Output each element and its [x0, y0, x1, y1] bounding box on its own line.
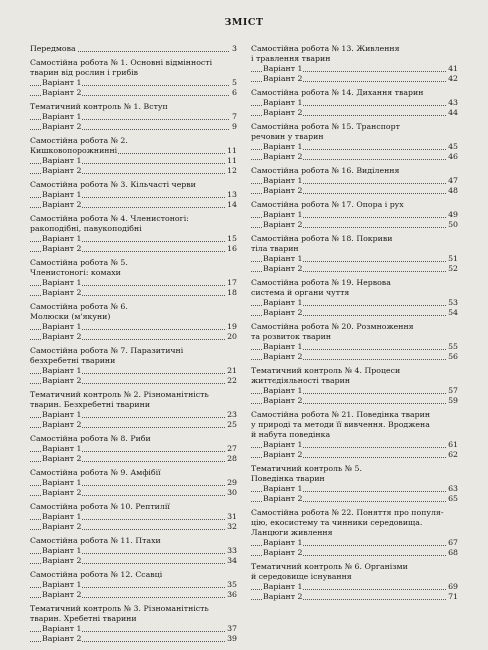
variant-label: Варіант 2: [42, 590, 82, 599]
toc-variant-line: [30, 556, 237, 566]
toc-variant-line: [251, 342, 458, 352]
toc-heading-text: речовин у тварин: [251, 132, 324, 141]
page-number: 34: [227, 556, 237, 565]
toc-variant-line: [251, 64, 458, 74]
variant-label: Варіант 1: [263, 582, 303, 591]
toc-heading-text: Тематичний контроль № 3. Різноманітність: [30, 604, 209, 613]
toc-section: [251, 322, 458, 362]
toc-heading-text: Самостійна робота № 7. Паразитичні: [30, 346, 184, 355]
page-number: 33: [227, 546, 237, 555]
toc-heading-text: Молюски (м'якуни): [30, 312, 111, 321]
toc-section: [251, 234, 458, 274]
page-number: 52: [448, 264, 458, 273]
page-number: 46: [448, 152, 458, 161]
page-number: 15: [227, 234, 237, 243]
variant-label: Варіант 2: [263, 74, 303, 83]
toc-section: [30, 180, 237, 210]
page-number: 67: [448, 538, 458, 547]
page-number: 61: [448, 440, 458, 449]
toc-section: [30, 468, 237, 498]
toc-heading-text: Ланцюги живлення: [251, 528, 333, 537]
toc-variant-line: [251, 220, 458, 230]
variant-label: Варіант 1: [263, 210, 303, 219]
variant-label: Варіант 2: [42, 454, 82, 463]
toc-section: [30, 44, 237, 54]
toc-heading-text: та розвиток тварин: [251, 332, 332, 341]
toc-section: [251, 508, 458, 558]
toc-heading-text: Тематичний контроль № 2. Різноманітність: [30, 390, 209, 399]
toc-section: [251, 200, 458, 230]
page-number: 63: [448, 484, 458, 493]
toc-heading-text: і травлення тварин: [251, 54, 331, 63]
toc-heading-text: безхребетні тварини: [30, 356, 116, 365]
toc-section: [251, 410, 458, 460]
toc-variant-line: [30, 88, 237, 98]
toc-section: [30, 258, 237, 298]
toc-heading-text: життєдіяльності тварин: [251, 376, 351, 385]
variant-label: Варіант 2: [42, 332, 82, 341]
toc-variant-line: [251, 582, 458, 592]
toc-heading-text: Самостійна робота № 16. Виділення: [251, 166, 400, 175]
toc-section: [30, 570, 237, 600]
page-number: 12: [227, 166, 237, 175]
toc-section: [30, 346, 237, 386]
toc-variant-line: [30, 278, 237, 288]
variant-label: Варіант 1: [42, 580, 82, 589]
toc-heading-text: система й органи чуття: [251, 288, 350, 297]
variant-label: Варіант 2: [263, 152, 303, 161]
toc-variant-line: [251, 494, 458, 504]
variant-label: Варіант 2: [42, 166, 82, 175]
page-number: 39: [227, 634, 237, 643]
page-number: 48: [448, 186, 458, 195]
toc-section: [30, 536, 237, 566]
toc-heading-text: й набута поведінка: [251, 430, 331, 439]
toc-heading-text: Самостійна робота № 10. Рептилії: [30, 502, 170, 511]
variant-label: Варіант 2: [42, 288, 82, 297]
toc-variant-line: [30, 420, 237, 430]
toc-heading-text: у природі та методи її вивчення. Вроджена: [251, 420, 430, 429]
toc-variant-line: [30, 546, 237, 556]
variant-label: Варіант 1: [42, 322, 82, 331]
variant-label: Варіант 2: [42, 122, 82, 131]
toc-variant-line: [30, 522, 237, 532]
page-number: 37: [227, 624, 237, 633]
toc-heading-text: Самостійна робота № 12. Ссавці: [30, 570, 163, 579]
variant-label: Варіант 1: [263, 98, 303, 107]
toc-variant-line: [251, 298, 458, 308]
variant-label: Варіант 1: [263, 254, 303, 263]
toc-variant-line: [251, 254, 458, 264]
toc-variant-line: [30, 190, 237, 200]
toc-variant-line: [30, 488, 237, 498]
page-number: 53: [448, 298, 458, 307]
toc-heading-text: Самостійна робота № 11. Птахи: [30, 536, 161, 545]
page-number: 32: [227, 522, 237, 531]
toc-variant-line: [251, 538, 458, 548]
toc-heading-line: [30, 44, 237, 54]
toc-heading-text: Самостійна робота № 5.: [30, 258, 128, 267]
toc-variant-line: [30, 200, 237, 210]
toc-heading-text: Самостійна робота № 2.: [30, 136, 128, 145]
toc-section: [30, 604, 237, 644]
variant-label: Варіант 1: [263, 342, 303, 351]
toc-heading-text: Тематичний контроль № 4. Процеси: [251, 366, 401, 375]
variant-label: Варіант 1: [263, 64, 303, 73]
toc-left-column: [30, 44, 237, 648]
toc-variant-line: [251, 484, 458, 494]
variant-label: Варіант 1: [42, 190, 82, 199]
toc-heading-text: Самостійна робота № 9. Амфібії: [30, 468, 161, 477]
toc-variant-line: [30, 444, 237, 454]
toc-variant-line: [30, 624, 237, 634]
toc-heading-text: Кишковопорожнинні: [30, 146, 118, 155]
toc-variant-line: [251, 450, 458, 460]
variant-label: Варіант 1: [263, 298, 303, 307]
page-number: 5: [232, 78, 237, 87]
toc-heading-text: тварин від рослин і грибів: [30, 68, 139, 77]
variant-label: Варіант 1: [42, 78, 82, 87]
page-number: 13: [227, 190, 237, 199]
toc-section: [30, 136, 237, 176]
toc-heading-text: Самостійна робота № 6.: [30, 302, 128, 311]
page-number: 65: [448, 494, 458, 503]
variant-label: Варіант 2: [42, 522, 82, 531]
toc-variant-line: [251, 264, 458, 274]
page-number: 18: [227, 288, 237, 297]
toc-section: [251, 44, 458, 84]
variant-label: Варіант 2: [263, 186, 303, 195]
toc-variant-line: [251, 352, 458, 362]
toc-heading-text: Самостійна робота № 4. Членистоногі:: [30, 214, 189, 223]
page-number: 42: [448, 74, 458, 83]
page-number: 59: [448, 396, 458, 405]
toc-heading-text: Самостійна робота № 3. Кільчасті черви: [30, 180, 196, 189]
page-number: 19: [227, 322, 237, 331]
toc-variant-line: [30, 512, 237, 522]
toc-section: [30, 434, 237, 464]
page-number: 14: [227, 200, 237, 209]
variant-label: Варіант 1: [263, 176, 303, 185]
page-number: 68: [448, 548, 458, 557]
toc-variant-line: [30, 166, 237, 176]
page-number: 11: [227, 146, 237, 155]
page-number: 55: [448, 342, 458, 351]
toc-section: [251, 464, 458, 504]
page-number: 71: [448, 592, 458, 601]
page-number: 43: [448, 98, 458, 107]
page-number: 36: [227, 590, 237, 599]
toc-heading-text: Самостійна робота № 14. Дихання тварин: [251, 88, 424, 97]
toc-heading-text: Членистоногі: комахи: [30, 268, 121, 277]
page-number: 47: [448, 176, 458, 185]
toc-variant-line: [251, 108, 458, 118]
toc-heading-text: Тематичний контроль № 6. Організми: [251, 562, 408, 571]
variant-label: Варіант 1: [263, 142, 303, 151]
toc-heading-text: Самостійна робота № 22. Поняття про популя-: [251, 508, 444, 517]
variant-label: Варіант 1: [42, 512, 82, 521]
toc-variant-line: [30, 580, 237, 590]
variant-label: Варіант 1: [42, 624, 82, 633]
toc-heading-text: тіла тварин: [251, 244, 299, 253]
variant-label: Варіант 1: [263, 440, 303, 449]
page-number: 31: [227, 512, 237, 521]
page-number: 20: [227, 332, 237, 341]
toc-variant-line: [251, 592, 458, 602]
toc-variant-line: [30, 634, 237, 644]
variant-label: Варіант 1: [42, 366, 82, 375]
toc-variant-line: [30, 478, 237, 488]
toc-section: [30, 102, 237, 132]
page-number: 7: [232, 112, 237, 121]
toc-variant-line: [251, 210, 458, 220]
page-number: 56: [448, 352, 458, 361]
toc-heading-text: Самостійна робота № 21. Поведінка тварин: [251, 410, 431, 419]
variant-label: Варіант 2: [42, 634, 82, 643]
toc-variant-line: [30, 78, 237, 88]
variant-label: Варіант 2: [263, 396, 303, 405]
toc-variant-line: [30, 156, 237, 166]
page-number: 16: [227, 244, 237, 253]
toc-variant-line: [30, 332, 237, 342]
variant-label: Варіант 2: [263, 220, 303, 229]
toc-variant-line: [251, 152, 458, 162]
toc-heading-text: Самостійна робота № 13. Живлення: [251, 44, 400, 53]
variant-label: Варіант 2: [42, 376, 82, 385]
variant-label: Варіант 1: [42, 410, 82, 419]
variant-label: Варіант 1: [42, 112, 82, 121]
toc-heading-text: Самостійна робота № 8. Риби: [30, 434, 151, 443]
page-number: 21: [227, 366, 237, 375]
variant-label: Варіант 2: [263, 352, 303, 361]
toc-variant-line: [251, 396, 458, 406]
variant-label: Варіант 1: [263, 386, 303, 395]
page-number: 9: [232, 122, 237, 131]
toc-variant-line: [30, 122, 237, 132]
toc-variant-line: [251, 186, 458, 196]
toc-variant-line: [251, 440, 458, 450]
toc-heading-text: Самостійна робота № 17. Опора і рух: [251, 200, 404, 209]
toc-heading-text: Передмова: [30, 44, 76, 53]
toc-variant-line: [30, 112, 237, 122]
toc-heading-text: Самостійна робота № 18. Покриви: [251, 234, 393, 243]
variant-label: Варіант 2: [42, 420, 82, 429]
toc-heading-text: Самостійна робота № 15. Транспорт: [251, 122, 400, 131]
page-number: 51: [448, 254, 458, 263]
variant-label: Варіант 2: [263, 494, 303, 503]
toc-variant-line: [251, 98, 458, 108]
page-number: 6: [232, 88, 237, 97]
toc-heading-text: тварин. Хребетні тварини: [30, 614, 137, 623]
toc-heading-text: Поведінка тварин: [251, 474, 325, 483]
toc-variant-line: [30, 410, 237, 420]
toc-variant-line: [30, 366, 237, 376]
toc-variant-line: [30, 454, 237, 464]
variant-label: Варіант 2: [263, 548, 303, 557]
page-number: 57: [448, 386, 458, 395]
toc-heading-text: Тематичний контроль № 1. Вступ: [30, 102, 168, 111]
toc-variant-line: [30, 244, 237, 254]
variant-label: Варіант 1: [42, 234, 82, 243]
toc-heading-text: Тематичний контроль № 5.: [251, 464, 362, 473]
page-number: 11: [227, 156, 237, 165]
variant-label: Варіант 1: [42, 478, 82, 487]
variant-label: Варіант 2: [42, 88, 82, 97]
toc-section: [251, 122, 458, 162]
toc-section: [251, 88, 458, 118]
variant-label: Варіант 2: [263, 592, 303, 601]
toc-section: [30, 214, 237, 254]
variant-label: Варіант 1: [42, 278, 82, 287]
toc-section: [30, 302, 237, 342]
page-number: 45: [448, 142, 458, 151]
variant-label: Варіант 1: [42, 546, 82, 555]
toc-variant-line: [251, 176, 458, 186]
toc-heading-text: тварин. Безхребетні тварини: [30, 400, 151, 409]
toc-title: ЗМІСТ: [224, 17, 264, 28]
toc-section: [30, 502, 237, 532]
page-number: 22: [227, 376, 237, 385]
toc-section: [30, 390, 237, 430]
variant-label: Варіант 2: [263, 264, 303, 273]
toc-variant-line: [30, 376, 237, 386]
toc-variant-line: [30, 322, 237, 332]
toc-variant-line: [251, 308, 458, 318]
toc-right-column: [251, 44, 458, 606]
page-number: 3: [232, 44, 237, 53]
page-number: 54: [448, 308, 458, 317]
variant-label: Варіант 2: [42, 244, 82, 253]
page-number: 35: [227, 580, 237, 589]
toc-heading-text: цію, екосистему та чинники середовища.: [251, 518, 423, 527]
toc-variant-line: [30, 234, 237, 244]
toc-section: [251, 278, 458, 318]
page-number: 49: [448, 210, 458, 219]
toc-variant-line: [30, 288, 237, 298]
variant-label: Варіант 2: [263, 450, 303, 459]
variant-label: Варіант 1: [42, 156, 82, 165]
toc-variant-line: [251, 74, 458, 84]
page-number: 30: [227, 488, 237, 497]
page-number: 29: [227, 478, 237, 487]
variant-label: Варіант 1: [42, 444, 82, 453]
toc-section: [251, 366, 458, 406]
variant-label: Варіант 2: [263, 108, 303, 117]
variant-label: Варіант 2: [42, 200, 82, 209]
toc-heading-text: Самостійна робота № 19. Нервова: [251, 278, 391, 287]
toc-section: [251, 166, 458, 196]
page-number: 62: [448, 450, 458, 459]
toc-variant-line: [251, 548, 458, 558]
toc-section: [251, 562, 458, 602]
variant-label: Варіант 2: [42, 556, 82, 565]
page-number: 27: [227, 444, 237, 453]
toc-variant-line: [251, 142, 458, 152]
variant-label: Варіант 2: [42, 488, 82, 497]
toc-variant-line: [251, 386, 458, 396]
page-number: 41: [448, 64, 458, 73]
page-number: 17: [227, 278, 237, 287]
page-number: 69: [448, 582, 458, 591]
toc-heading-text: Самостійна робота № 20. Розмноження: [251, 322, 414, 331]
toc-heading-line: [30, 146, 237, 156]
variant-label: Варіант 1: [263, 538, 303, 547]
toc-heading-text: й середовище існування: [251, 572, 352, 581]
toc-section: [30, 58, 237, 98]
variant-label: Варіант 1: [263, 484, 303, 493]
page-number: 25: [227, 420, 237, 429]
page-number: 23: [227, 410, 237, 419]
page-number: 44: [448, 108, 458, 117]
page-number: 28: [227, 454, 237, 463]
toc-heading-text: Самостійна робота № 1. Основні відмінності: [30, 58, 213, 67]
toc-variant-line: [30, 590, 237, 600]
variant-label: Варіант 2: [263, 308, 303, 317]
page-number: 50: [448, 220, 458, 229]
toc-heading-text: ракоподібні, павукоподібні: [30, 224, 142, 233]
